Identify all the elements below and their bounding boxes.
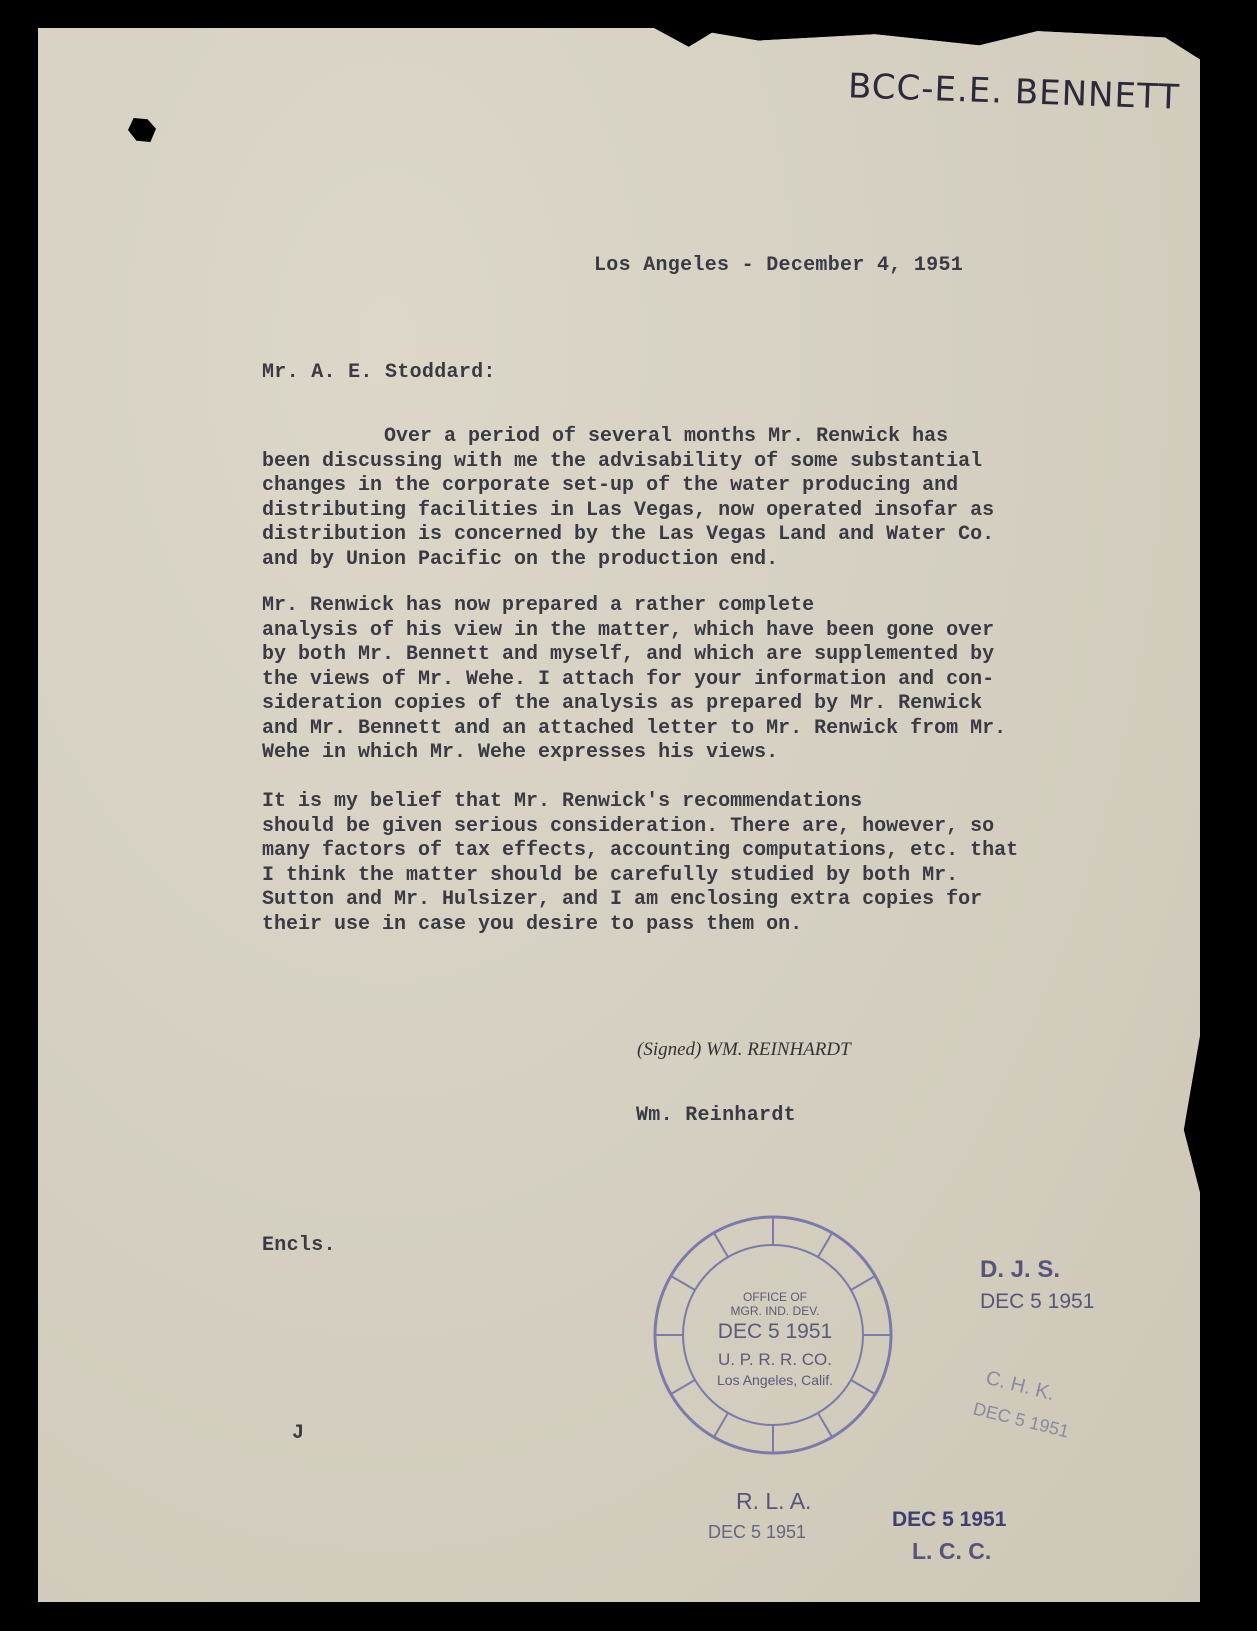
salutation: Mr. A. E. Stoddard: (262, 361, 496, 384)
clock-stamp-line2: MGR. IND. DEV. (730, 1304, 820, 1318)
stamp-djs-initials: D. J. S. (980, 1256, 1061, 1283)
stamp-rla-initials: R. L. A. (736, 1488, 812, 1514)
stamp-chk-initials: C. H. K. (983, 1366, 1057, 1406)
stamp-lcc-initials: L. C. C. (912, 1538, 992, 1564)
stamp-lcc-date: DEC 5 1951 (892, 1508, 1007, 1531)
stamp-chk-date: DEC 5 1951 (971, 1398, 1072, 1442)
clock-stamp-city: Los Angeles, Calif. (717, 1372, 833, 1388)
clock-stamp-line1: OFFICE OF (743, 1290, 807, 1304)
clock-stamp-company: U. P. R. R. CO. (718, 1350, 832, 1369)
paragraph-1: Over a period of several months Mr. Renwick has been discussing with me the advisability of some substantial changes in the corporate set-up of the water producing and distributing facilities in Las Vegas, now operated insofar as distribution is concerned by the Las Vegas Land and Water Co. and by Union Pacific on the production end. (262, 425, 995, 571)
typist-initial: J (292, 1422, 305, 1445)
paragraph-2: Mr. Renwick has now prepared a rather complete analysis of his view in the matter, which have been gone over by both Mr. Bennett and myself, and which are supplemented by the views of Mr. Wehe. I attach for your information and con- sideration copies of the analysis as prepared by Mr. Renwick and Mr. Bennett and an attached letter to Mr. Renwick from Mr. Wehe in which Mr. Wehe expresses his views. (262, 594, 1007, 764)
stamp-djs-date: DEC 5 1951 (980, 1290, 1095, 1313)
enclosure-note: Encls. (262, 1234, 336, 1257)
signature-name: Wm. Reinhardt (636, 1104, 796, 1127)
signed-line: (Signed) WM. REINHARDT (637, 1039, 851, 1060)
clock-stamp-date: DEC 5 1951 (717, 1320, 833, 1343)
stamp-rla-date: DEC 5 1951 (708, 1522, 807, 1542)
dateline: Los Angeles - December 4, 1951 (594, 254, 964, 277)
handwritten-bcc-note: BCC-E.E. BENNETT (847, 66, 1181, 118)
paragraph-3: It is my belief that Mr. Renwick's recommendations should be given serious consideration. There are, however, so many factors of tax effects, accounting computations, etc. that I think the matter should be carefully studied by both Mr. Sutton and Mr. Hulsizer, and I am enclosing extra copies for their use in case you desire to pass them on. (262, 790, 1019, 936)
